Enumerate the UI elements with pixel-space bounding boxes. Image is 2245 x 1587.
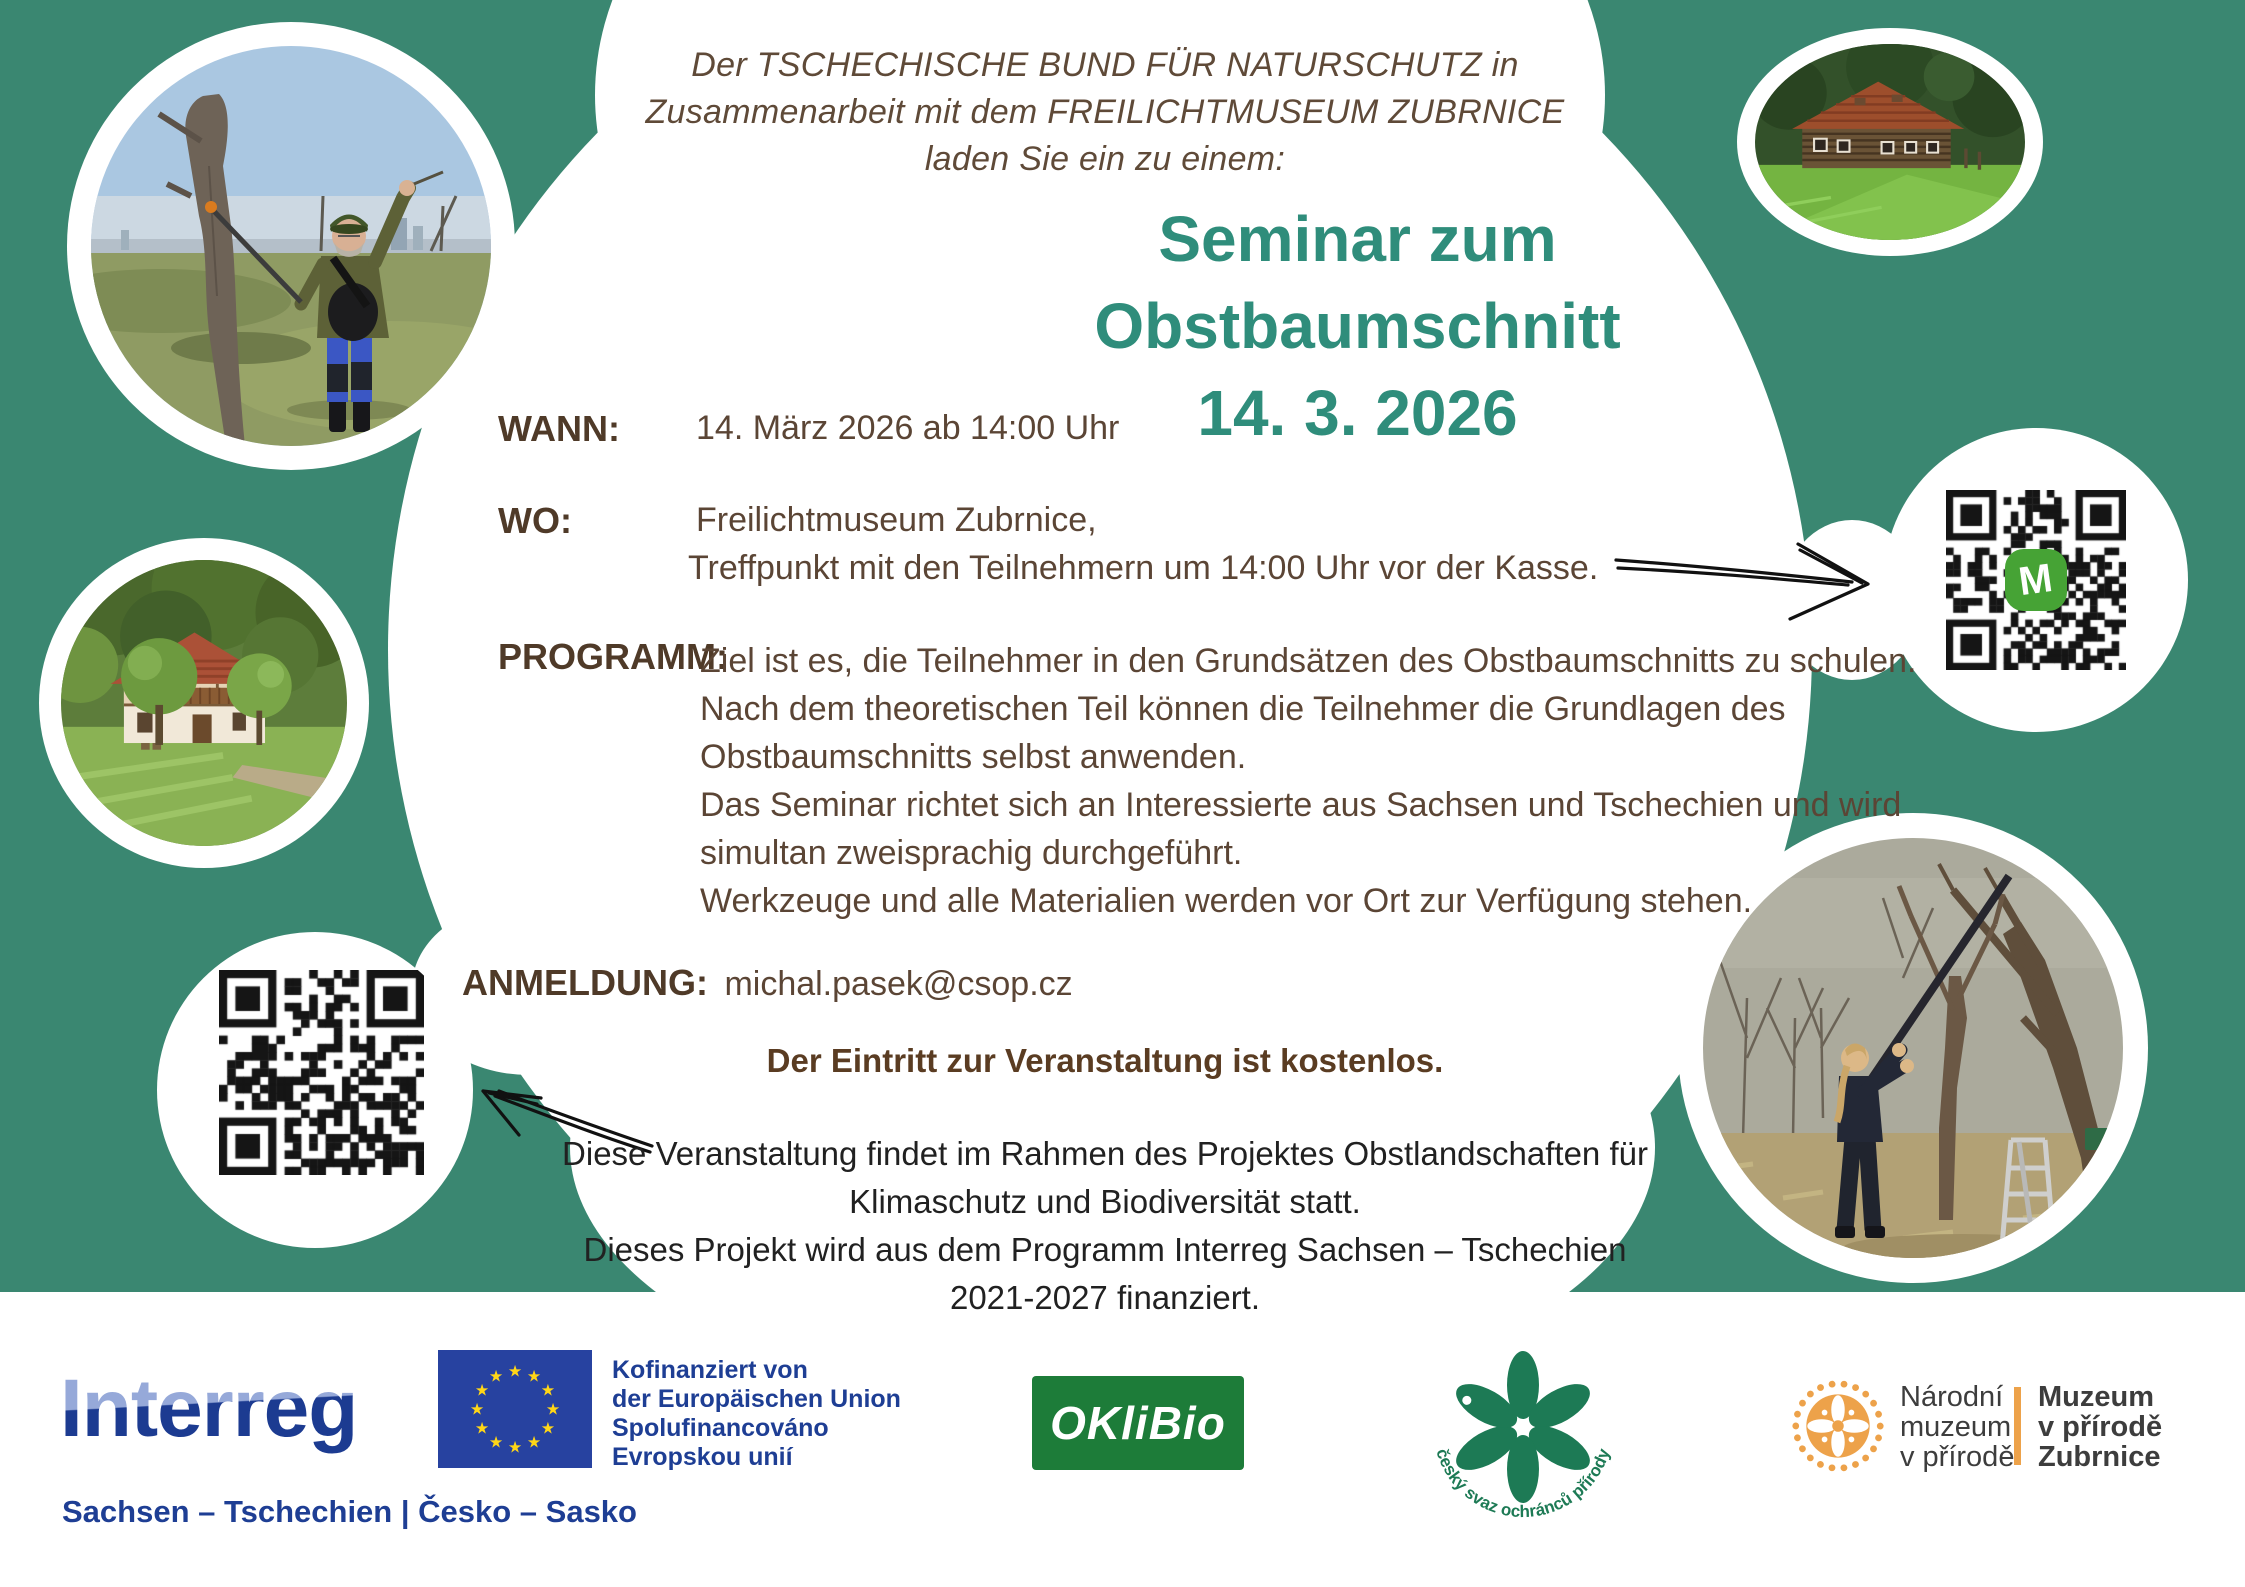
nm-divider-bar (2014, 1387, 2021, 1465)
title-line-1: Seminar zum (1158, 203, 1557, 275)
wann-value: 14. März 2026 ab 14:00 Uhr (696, 409, 1120, 447)
qr-circle-left (157, 932, 473, 1248)
programm-line: Das Seminar richtet sich an Interessierte aus Sachsen und Tschechien und wird (700, 786, 1902, 824)
programm-line: simultan zweisprachig durchgeführt. (700, 834, 1243, 872)
oklibio-wordmark: OKliBio (1050, 1397, 1226, 1449)
svg-text:★: ★ (545, 1401, 561, 1419)
svg-text:★: ★ (488, 1368, 504, 1386)
project-line: Klimaschutz und Biodiversität statt. (849, 1183, 1361, 1220)
wo-value-line2: Treffpunkt mit den Teilnehmern um 14:00 Uhr vor der Kasse. (688, 549, 1599, 587)
mapy-m-letter: M (2016, 555, 2056, 604)
project-line: Dieses Projekt wird aus dem Programm Interreg Sachsen – Tschechien (583, 1231, 1627, 1268)
svg-text:★: ★ (526, 1368, 542, 1386)
intro-line-3: laden Sie ein zu einem: (924, 140, 1286, 178)
svg-text:★: ★ (526, 1434, 542, 1452)
eu-cofinance-text (612, 1356, 901, 1472)
programm-line: Nach dem theoretischen Teil können die Teilnehmer die Grundlagen des (700, 690, 1786, 728)
programm-label: PROGRAMM: (498, 636, 728, 677)
qr-code-left (219, 970, 424, 1175)
poster-title (1030, 196, 1685, 457)
photo-farmhouse-summer (61, 560, 347, 846)
programm-text (700, 637, 1916, 925)
photo-log-house (1755, 44, 2025, 240)
programm-line: Werkzeuge und alle Materialien werden vor Ort zur Verfügung stehen. (700, 882, 1753, 920)
csop-curved-text: český svaz ochránců přírody (1432, 1446, 1614, 1522)
nm-right-line: v přírodě (2038, 1411, 2163, 1443)
wo-label: WO: (498, 500, 572, 541)
nm-right-line: Muzeum (2038, 1381, 2154, 1413)
title-date: 14. 3. 2026 (1197, 377, 1518, 449)
anmeldung-email: michal.pasek@csop.cz (724, 965, 1073, 1003)
project-line: 2021-2027 finanziert. (949, 1279, 1261, 1316)
photo-man-pruning-tree (91, 46, 491, 446)
nm-left-line: muzeum (1900, 1411, 2012, 1443)
programm-line: Ziel ist es, die Teilnehmer in den Grundsätzen des Obstbaumschnitts zu schulen. (700, 642, 1917, 680)
nm-text-left (1900, 1382, 2014, 1472)
nm-text-right (2038, 1382, 2162, 1472)
nm-rosette-icon (1790, 1378, 1886, 1474)
csop-flower-icon (1449, 1351, 1597, 1503)
svg-text:★: ★ (540, 1382, 556, 1400)
nm-left-line: v přírodě (1900, 1441, 2015, 1473)
intro-line-1: Der TSCHECHISCHE BUND FÜR NATURSCHUTZ in (691, 46, 1519, 84)
svg-text:★: ★ (540, 1420, 556, 1438)
svg-text:★: ★ (474, 1382, 490, 1400)
free-entry-note: Der Eintritt zur Veranstaltung ist kostenlos. (766, 1042, 1444, 1079)
eu-line: der Europäischen Union (612, 1385, 901, 1413)
photo-ring-top-left (67, 22, 515, 470)
nm-right-line: Zubrnice (2038, 1441, 2161, 1473)
svg-text:★: ★ (488, 1434, 504, 1452)
project-note (545, 1130, 1665, 1322)
interreg-logo: Interreg (60, 1363, 358, 1454)
intro-text (590, 42, 1620, 183)
wann-label: WANN: (498, 408, 620, 449)
svg-text:★: ★ (507, 1363, 523, 1381)
svg-text:★: ★ (507, 1439, 523, 1457)
eu-line: Spolufinancováno (612, 1414, 829, 1442)
anmeldung-row (462, 962, 1073, 1004)
anmeldung-label: ANMELDUNG: (462, 962, 708, 1003)
intro-line-2: Zusammenarbeit mit dem FREILICHTMUSEUM ZUBRNICE (645, 93, 1565, 131)
project-line: Diese Veranstaltung findet im Rahmen des Projektes Obstlandschaften für (562, 1135, 1648, 1172)
nm-left-line: Národní (1900, 1381, 2004, 1413)
photo-ring-top-right (1737, 28, 2043, 256)
qr-circle-right (1884, 428, 2188, 732)
csop-logo (1418, 1332, 1633, 1557)
program-region-line: Sachsen – Tschechien | Česko – Sasko (62, 1494, 637, 1529)
svg-text:★: ★ (474, 1420, 490, 1438)
wo-value-line1: Freilichtmuseum Zubrnice, (696, 501, 1097, 539)
mapy-m-badge (2005, 549, 2067, 611)
eu-line: Evropskou unií (612, 1443, 793, 1471)
title-line-2: Obstbaumschnitt (1094, 290, 1621, 362)
oklibio-logo (1032, 1376, 1244, 1470)
photo-ring-middle-left (39, 538, 369, 868)
programm-line: Obstbaumschnitts selbst anwenden. (700, 738, 1247, 776)
eu-line: Kofinanziert von (612, 1356, 808, 1384)
svg-text:★: ★ (469, 1401, 485, 1419)
eu-flag-icon (438, 1350, 592, 1468)
